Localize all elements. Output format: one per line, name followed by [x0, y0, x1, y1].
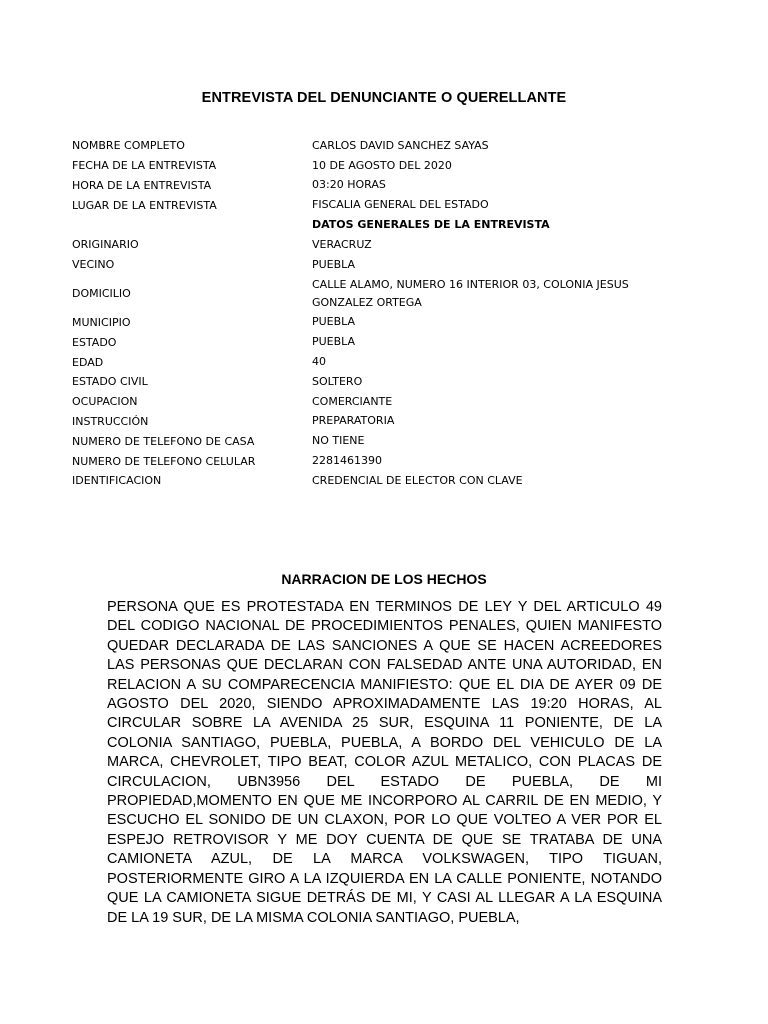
field-row-edad: [72, 352, 672, 372]
field-label: MUNICIPIO: [72, 315, 131, 329]
field-label: IDENTIFICACION: [72, 474, 162, 488]
field-label: INSTRUCCIÓN: [72, 414, 149, 428]
field-label: FECHA DE LA ENTREVISTA: [72, 159, 217, 173]
field-value: PUEBLA: [312, 315, 356, 329]
field-value: CALLE ALAMO, NUMERO 16 INTERIOR 03, COLONIA JESUS GONZALEZ ORTEGA: [312, 277, 629, 309]
field-value: VERACRUZ: [312, 237, 372, 251]
field-label: VECINO: [72, 258, 115, 272]
field-value: NO TIENE: [312, 434, 365, 448]
field-value: CARLOS DAVID SANCHEZ SAYAS: [312, 138, 489, 152]
field-value: COMERCIANTE: [312, 394, 393, 408]
field-row-estado: [72, 332, 672, 352]
field-label: HORA DE LA ENTREVISTA: [72, 178, 212, 192]
field-value: 40: [312, 355, 326, 369]
field-row-telefono-celular: [72, 451, 672, 471]
field-row-ocupacion: [72, 392, 672, 412]
field-row-identificacion: [72, 471, 672, 491]
section-title: NARRACION DE LOS HECHOS: [281, 571, 487, 587]
field-label: NOMBRE COMPLETO: [72, 139, 185, 153]
field-value: 10 DE AGOSTO DEL 2020: [312, 158, 452, 172]
field-value: SOLTERO: [312, 374, 363, 388]
section-subheading: DATOS GENERALES DE LA ENTREVISTA: [312, 218, 550, 232]
document-title: ENTREVISTA DEL DENUNCIANTE O QUERELLANTE: [201, 90, 567, 106]
field-label: LUGAR DE LA ENTREVISTA: [72, 198, 217, 212]
narrative-paragraph: PERSONA QUE ES PROTESTADA EN TERMINOS DE LEY Y DEL ARTICULO 49 DEL CODIGO NACIONAL DE PROCEDIMIENTOS PENALES, QUIEN MANIFESTO QUEDAR DECLARADA DE LAS SANCIONES A QUE SE HACEN ACREEDORES LAS PERSONAS QUE DECLARAN CON FALSEDAD ANTE UNA AUTORIDAD, EN RELACION A SU COMPARECENCIA MANIFIESTO: QUE EL DIA DE AYER 09 DE AGOSTO DEL 2020, SIENDO APROXIMADAMENTE LAS 19:20 HORAS, AL CIRCULAR SOBRE LA AVENIDA 25 SUR, ESQUINA 11 PONIENTE, DE LA COLONIA SANTIAGO, PUEBLA, PUEBLA, A BORDO DEL VEHICULO DE LA MARCA, CHEVROLET, TIPO BEAT, COLOR AZUL METALICO, CON PLACAS DE CIRCULACION, UBN3956 DEL ESTADO DE PUEBLA, DE MI PROPIEDAD,MOMENTO EN QUE ME INCORPORO AL CARRIL DE EN MEDIO, Y ESCUCHO EL SONIDO DE UN CLAXON, POR LO QUE VOLTEO A VER POR EL ESPEJO RETROVISOR Y ME DOY CUENTA DE QUE SE TRATABA DE UNA CAMIONETA AZUL, DE LA MARCA VOLKSWAGEN, TIPO TIGUAN, POSTERIORMENTE GIRO A LA IZQUIERDA EN LA CALLE PONIENTE, NOTANDO QUE LA CAMIONETA SIGUE DETRÁS DE MI, Y CASI AL LLEGAR A LA ESQUINA DE LA 19 SUR, DE LA MISMA COLONIA SANTIAGO, PUEBLA,: [107, 599, 662, 926]
interview-data-table: [72, 136, 672, 491]
field-value: PUEBLA: [312, 257, 356, 271]
field-label: EDAD: [72, 355, 104, 369]
field-row-telefono-casa: [72, 431, 672, 451]
field-row-estado-civil: [72, 372, 672, 392]
field-label: OCUPACION: [72, 395, 138, 409]
field-label: ESTADO: [72, 335, 117, 349]
field-label: ESTADO CIVIL: [72, 375, 148, 389]
section-subheading-row: [72, 215, 672, 235]
field-row-domicilio: [72, 275, 672, 313]
field-value: PREPARATORIA: [312, 414, 395, 428]
field-row-hora: [72, 176, 672, 196]
field-row-lugar: [72, 195, 672, 215]
field-value: PUEBLA: [312, 335, 356, 349]
field-row-instruccion: [72, 412, 672, 432]
field-label: NUMERO DE TELEFONO CELULAR: [72, 454, 256, 468]
field-row-municipio: [72, 313, 672, 333]
field-value: 03:20 HORAS: [312, 178, 386, 192]
field-label: DOMICILIO: [72, 287, 131, 301]
field-row-nombre: [72, 136, 672, 156]
field-value: 2281461390: [312, 454, 382, 468]
field-value: CREDENCIAL DE ELECTOR CON CLAVE: [312, 473, 523, 487]
field-row-originario: [72, 235, 672, 255]
field-row-vecino: [72, 255, 672, 275]
field-label: ORIGINARIO: [72, 238, 139, 252]
field-label: NUMERO DE TELEFONO DE CASA: [72, 434, 255, 448]
field-value: FISCALIA GENERAL DEL ESTADO: [312, 198, 489, 212]
field-row-fecha: [72, 156, 672, 176]
